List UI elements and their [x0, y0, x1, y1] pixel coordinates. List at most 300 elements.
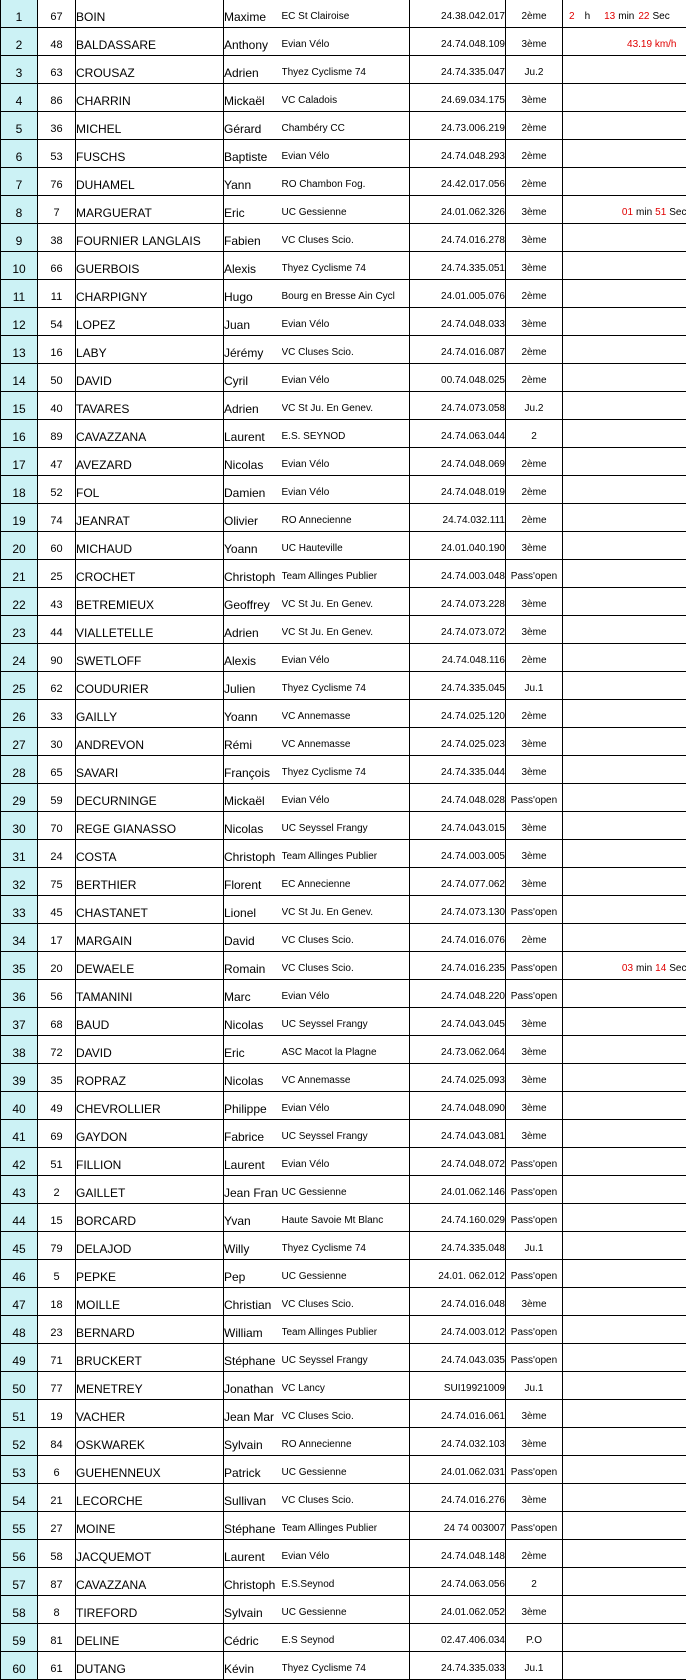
rider-firstname-cell[interactable]: Nicolas	[224, 812, 282, 840]
category-cell[interactable]: Pass'open	[506, 1456, 563, 1484]
rank-cell[interactable]: 53	[1, 1456, 38, 1484]
rider-name-cell[interactable]: PEPKE	[76, 1260, 224, 1288]
note-cell[interactable]	[563, 1148, 686, 1176]
bib-cell[interactable]: 2	[38, 1176, 76, 1204]
category-cell[interactable]: 2ème	[506, 476, 563, 504]
rider-firstname-cell[interactable]: Jonathan	[224, 1372, 282, 1400]
license-cell[interactable]: 24.74.016.276	[410, 1484, 506, 1512]
rank-cell[interactable]: 30	[1, 812, 38, 840]
license-cell[interactable]: 24.38.042.017	[410, 0, 506, 28]
note-cell[interactable]	[563, 1288, 686, 1316]
rider-firstname-cell[interactable]: Yoann	[224, 532, 282, 560]
license-cell[interactable]: 24.74.048.028	[410, 784, 506, 812]
rider-name-cell[interactable]: ROPRAZ	[76, 1064, 224, 1092]
bib-cell[interactable]: 27	[38, 1512, 76, 1540]
club-cell[interactable]: VC Annemasse	[282, 1064, 410, 1092]
license-cell[interactable]: 24.74.025.093	[410, 1064, 506, 1092]
license-cell[interactable]: 24.74.048.019	[410, 476, 506, 504]
rider-firstname-cell[interactable]: Jean Mar	[224, 1400, 282, 1428]
license-cell[interactable]: 24.74.160.029	[410, 1204, 506, 1232]
license-cell[interactable]: 24.69.034.175	[410, 84, 506, 112]
category-cell[interactable]: 2ème	[506, 140, 563, 168]
license-cell[interactable]: 24.74.016.278	[410, 224, 506, 252]
note-cell[interactable]	[563, 224, 686, 252]
category-cell[interactable]: Pass'open	[506, 1512, 563, 1540]
category-cell[interactable]: 2ème	[506, 924, 563, 952]
rider-firstname-cell[interactable]: Laurent	[224, 420, 282, 448]
note-cell[interactable]	[563, 896, 686, 924]
note-cell[interactable]	[563, 1260, 686, 1288]
rank-cell[interactable]: 5	[1, 112, 38, 140]
rider-name-cell[interactable]: GAILLY	[76, 700, 224, 728]
category-cell[interactable]: 3ème	[506, 840, 563, 868]
rider-firstname-cell[interactable]: Alexis	[224, 252, 282, 280]
license-cell[interactable]: 24.74.048.033	[410, 308, 506, 336]
rider-name-cell[interactable]: MICHEL	[76, 112, 224, 140]
category-cell[interactable]: 3ème	[506, 616, 563, 644]
bib-cell[interactable]: 75	[38, 868, 76, 896]
club-cell[interactable]: Team Allinges Publier	[282, 840, 410, 868]
license-cell[interactable]: 24.74.335.047	[410, 56, 506, 84]
note-cell[interactable]	[563, 252, 686, 280]
bib-cell[interactable]: 43	[38, 588, 76, 616]
note-cell[interactable]	[563, 28, 686, 56]
category-cell[interactable]: Ju.1	[506, 672, 563, 700]
club-cell[interactable]: UC Gessienne	[282, 1176, 410, 1204]
bib-cell[interactable]: 61	[38, 1652, 76, 1680]
club-cell[interactable]: Team Allinges Publier	[282, 1512, 410, 1540]
rider-firstname-cell[interactable]: Christoph	[224, 560, 282, 588]
rider-name-cell[interactable]: CHARPIGNY	[76, 280, 224, 308]
rider-firstname-cell[interactable]: Adrien	[224, 56, 282, 84]
rank-cell[interactable]: 34	[1, 924, 38, 952]
rider-firstname-cell[interactable]: Anthony	[224, 28, 282, 56]
rider-firstname-cell[interactable]: Cyril	[224, 364, 282, 392]
rider-firstname-cell[interactable]: Yvan	[224, 1204, 282, 1232]
rider-name-cell[interactable]: FUSCHS	[76, 140, 224, 168]
rider-firstname-cell[interactable]: Philippe	[224, 1092, 282, 1120]
note-cell[interactable]	[563, 476, 686, 504]
license-cell[interactable]: 24.74.335.033	[410, 1652, 506, 1680]
category-cell[interactable]: Pass'open	[506, 784, 563, 812]
bib-cell[interactable]: 69	[38, 1120, 76, 1148]
category-cell[interactable]: 2ème	[506, 280, 563, 308]
note-cell[interactable]	[563, 840, 686, 868]
club-cell[interactable]: Thyez Cyclisme 74	[282, 756, 410, 784]
club-cell[interactable]: Evian Vélo	[282, 980, 410, 1008]
note-cell[interactable]	[563, 672, 686, 700]
rider-firstname-cell[interactable]: Hugo	[224, 280, 282, 308]
license-cell[interactable]: 24.74.048.293	[410, 140, 506, 168]
rank-cell[interactable]: 49	[1, 1344, 38, 1372]
rider-firstname-cell[interactable]: Sylvain	[224, 1596, 282, 1624]
note-cell[interactable]	[563, 420, 686, 448]
note-cell[interactable]	[563, 1036, 686, 1064]
rider-name-cell[interactable]: SWETLOFF	[76, 644, 224, 672]
license-cell[interactable]: 24.01.062.326	[410, 196, 506, 224]
rider-name-cell[interactable]: BAUD	[76, 1008, 224, 1036]
category-cell[interactable]: 3ème	[506, 728, 563, 756]
rank-cell[interactable]: 20	[1, 532, 38, 560]
club-cell[interactable]: VC Caladois	[282, 84, 410, 112]
license-cell[interactable]: 24.74.048.220	[410, 980, 506, 1008]
rank-cell[interactable]: 38	[1, 1036, 38, 1064]
rider-name-cell[interactable]: FILLION	[76, 1148, 224, 1176]
rider-name-cell[interactable]: MARGUERAT	[76, 196, 224, 224]
rider-firstname-cell[interactable]: Alexis	[224, 644, 282, 672]
rider-firstname-cell[interactable]: Stéphane	[224, 1512, 282, 1540]
bib-cell[interactable]: 45	[38, 896, 76, 924]
club-cell[interactable]: E.S.Seynod	[282, 1568, 410, 1596]
club-cell[interactable]: Evian Vélo	[282, 476, 410, 504]
bib-cell[interactable]: 6	[38, 1456, 76, 1484]
category-cell[interactable]: 2ème	[506, 448, 563, 476]
club-cell[interactable]: UC Seyssel Frangy	[282, 1120, 410, 1148]
bib-cell[interactable]: 50	[38, 364, 76, 392]
club-cell[interactable]: EC Annecienne	[282, 868, 410, 896]
club-cell[interactable]: E.S Seynod	[282, 1624, 410, 1652]
note-cell[interactable]	[563, 1204, 686, 1232]
bib-cell[interactable]: 23	[38, 1316, 76, 1344]
rider-name-cell[interactable]: BERNARD	[76, 1316, 224, 1344]
category-cell[interactable]: Pass'open	[506, 896, 563, 924]
note-cell[interactable]	[563, 952, 686, 980]
rider-name-cell[interactable]: BERTHIER	[76, 868, 224, 896]
rank-cell[interactable]: 6	[1, 140, 38, 168]
club-cell[interactable]: VC Cluses Scio.	[282, 1484, 410, 1512]
rider-firstname-cell[interactable]: Sylvain	[224, 1428, 282, 1456]
rider-name-cell[interactable]: DAVID	[76, 364, 224, 392]
bib-cell[interactable]: 81	[38, 1624, 76, 1652]
bib-cell[interactable]: 65	[38, 756, 76, 784]
license-cell[interactable]: 24.74.032.111	[410, 504, 506, 532]
club-cell[interactable]: UC Seyssel Frangy	[282, 1008, 410, 1036]
club-cell[interactable]: Evian Vélo	[282, 364, 410, 392]
rank-cell[interactable]: 29	[1, 784, 38, 812]
category-cell[interactable]: 3ème	[506, 1428, 563, 1456]
note-cell[interactable]	[563, 280, 686, 308]
license-cell[interactable]: 24.74.073.130	[410, 896, 506, 924]
license-cell[interactable]: 24.74.003.005	[410, 840, 506, 868]
license-cell[interactable]: 24.74.043.045	[410, 1008, 506, 1036]
license-cell[interactable]: 24.74.048.148	[410, 1540, 506, 1568]
bib-cell[interactable]: 87	[38, 1568, 76, 1596]
note-cell[interactable]	[563, 1624, 686, 1652]
rider-firstname-cell[interactable]: Maxime	[224, 0, 282, 28]
bib-cell[interactable]: 33	[38, 700, 76, 728]
category-cell[interactable]: 2ème	[506, 112, 563, 140]
rider-name-cell[interactable]: TAMANINI	[76, 980, 224, 1008]
note-cell[interactable]	[563, 84, 686, 112]
bib-cell[interactable]: 84	[38, 1428, 76, 1456]
license-cell[interactable]: 24.74.048.072	[410, 1148, 506, 1176]
rider-name-cell[interactable]: GUEHENNEUX	[76, 1456, 224, 1484]
rank-cell[interactable]: 22	[1, 588, 38, 616]
bib-cell[interactable]: 67	[38, 0, 76, 28]
note-cell[interactable]	[563, 196, 686, 224]
rider-firstname-cell[interactable]: Nicolas	[224, 448, 282, 476]
bib-cell[interactable]: 76	[38, 168, 76, 196]
rank-cell[interactable]: 43	[1, 1176, 38, 1204]
bib-cell[interactable]: 16	[38, 336, 76, 364]
rider-firstname-cell[interactable]: Jean Fran	[224, 1176, 282, 1204]
note-cell[interactable]	[563, 756, 686, 784]
rider-firstname-cell[interactable]: Eric	[224, 196, 282, 224]
category-cell[interactable]: 3ème	[506, 812, 563, 840]
rank-cell[interactable]: 57	[1, 1568, 38, 1596]
category-cell[interactable]: 2ème	[506, 168, 563, 196]
bib-cell[interactable]: 77	[38, 1372, 76, 1400]
category-cell[interactable]: Ju.1	[506, 1232, 563, 1260]
bib-cell[interactable]: 20	[38, 952, 76, 980]
rider-firstname-cell[interactable]: Eric	[224, 1036, 282, 1064]
license-cell[interactable]: 24.42.017.056	[410, 168, 506, 196]
note-cell[interactable]	[563, 980, 686, 1008]
rider-firstname-cell[interactable]: Yoann	[224, 700, 282, 728]
rider-firstname-cell[interactable]: Adrien	[224, 616, 282, 644]
rider-firstname-cell[interactable]: Lionel	[224, 896, 282, 924]
license-cell[interactable]: 24.01.062.031	[410, 1456, 506, 1484]
rank-cell[interactable]: 47	[1, 1288, 38, 1316]
rank-cell[interactable]: 42	[1, 1148, 38, 1176]
club-cell[interactable]: Evian Vélo	[282, 1092, 410, 1120]
rider-firstname-cell[interactable]: Patrick	[224, 1456, 282, 1484]
rank-cell[interactable]: 54	[1, 1484, 38, 1512]
bib-cell[interactable]: 58	[38, 1540, 76, 1568]
bib-cell[interactable]: 54	[38, 308, 76, 336]
category-cell[interactable]: 3ème	[506, 1008, 563, 1036]
license-cell[interactable]: 24.74.016.235	[410, 952, 506, 980]
club-cell[interactable]: VC Cluses Scio.	[282, 336, 410, 364]
club-cell[interactable]: UC Seyssel Frangy	[282, 1344, 410, 1372]
bib-cell[interactable]: 49	[38, 1092, 76, 1120]
club-cell[interactable]: VC Cluses Scio.	[282, 1288, 410, 1316]
bib-cell[interactable]: 60	[38, 532, 76, 560]
rider-name-cell[interactable]: MICHAUD	[76, 532, 224, 560]
license-cell[interactable]: 24.74.073.228	[410, 588, 506, 616]
rider-firstname-cell[interactable]: Rémi	[224, 728, 282, 756]
club-cell[interactable]: Thyez Cyclisme 74	[282, 1652, 410, 1680]
rider-name-cell[interactable]: CAVAZZANA	[76, 420, 224, 448]
rider-name-cell[interactable]: TIREFORD	[76, 1596, 224, 1624]
rank-cell[interactable]: 33	[1, 896, 38, 924]
note-cell[interactable]	[563, 924, 686, 952]
note-cell[interactable]	[563, 532, 686, 560]
club-cell[interactable]: Thyez Cyclisme 74	[282, 1232, 410, 1260]
note-cell[interactable]	[563, 1540, 686, 1568]
category-cell[interactable]: 3ème	[506, 196, 563, 224]
rank-cell[interactable]: 12	[1, 308, 38, 336]
rank-cell[interactable]: 60	[1, 1652, 38, 1680]
bib-cell[interactable]: 89	[38, 420, 76, 448]
category-cell[interactable]: 3ème	[506, 1400, 563, 1428]
rider-firstname-cell[interactable]: Stéphane	[224, 1344, 282, 1372]
rider-name-cell[interactable]: VIALLETELLE	[76, 616, 224, 644]
rank-cell[interactable]: 40	[1, 1092, 38, 1120]
rider-name-cell[interactable]: BORCARD	[76, 1204, 224, 1232]
rider-name-cell[interactable]: DUTANG	[76, 1652, 224, 1680]
rider-firstname-cell[interactable]: Jérémy	[224, 336, 282, 364]
note-cell[interactable]	[563, 168, 686, 196]
note-cell[interactable]	[563, 1372, 686, 1400]
club-cell[interactable]: VC Annemasse	[282, 700, 410, 728]
license-cell[interactable]: 24.74.335.044	[410, 756, 506, 784]
club-cell[interactable]: Thyez Cyclisme 74	[282, 252, 410, 280]
bib-cell[interactable]: 40	[38, 392, 76, 420]
club-cell[interactable]: VC Annemasse	[282, 728, 410, 756]
note-cell[interactable]	[563, 700, 686, 728]
club-cell[interactable]: VC St Ju. En Genev.	[282, 896, 410, 924]
bib-cell[interactable]: 17	[38, 924, 76, 952]
club-cell[interactable]: UC Gessienne	[282, 1456, 410, 1484]
club-cell[interactable]: Bourg en Bresse Ain Cycl	[282, 280, 410, 308]
note-cell[interactable]	[563, 784, 686, 812]
club-cell[interactable]: UC Gessienne	[282, 1260, 410, 1288]
rider-name-cell[interactable]: DELAJOD	[76, 1232, 224, 1260]
club-cell[interactable]: RO Annecienne	[282, 504, 410, 532]
bib-cell[interactable]: 74	[38, 504, 76, 532]
rider-firstname-cell[interactable]: Juan	[224, 308, 282, 336]
note-cell[interactable]	[563, 448, 686, 476]
rank-cell[interactable]: 55	[1, 1512, 38, 1540]
bib-cell[interactable]: 5	[38, 1260, 76, 1288]
rider-firstname-cell[interactable]: Willy	[224, 1232, 282, 1260]
rider-firstname-cell[interactable]: Pep	[224, 1260, 282, 1288]
rank-cell[interactable]: 37	[1, 1008, 38, 1036]
rank-cell[interactable]: 16	[1, 420, 38, 448]
category-cell[interactable]: Pass'open	[506, 1344, 563, 1372]
license-cell[interactable]: 24.74.043.015	[410, 812, 506, 840]
club-cell[interactable]: Thyez Cyclisme 74	[282, 672, 410, 700]
rider-firstname-cell[interactable]: Laurent	[224, 1540, 282, 1568]
license-cell[interactable]: 24.01.005.076	[410, 280, 506, 308]
category-cell[interactable]: 3ème	[506, 1064, 563, 1092]
category-cell[interactable]: 2ème	[506, 364, 563, 392]
rider-name-cell[interactable]: VACHER	[76, 1400, 224, 1428]
club-cell[interactable]: VC Cluses Scio.	[282, 1400, 410, 1428]
license-cell[interactable]: 24.74.003.012	[410, 1316, 506, 1344]
club-cell[interactable]: Evian Vélo	[282, 448, 410, 476]
rider-firstname-cell[interactable]: Mickaël	[224, 784, 282, 812]
bib-cell[interactable]: 62	[38, 672, 76, 700]
category-cell[interactable]: 3ème	[506, 532, 563, 560]
rider-name-cell[interactable]: BOIN	[76, 0, 224, 28]
rider-name-cell[interactable]: MARGAIN	[76, 924, 224, 952]
club-cell[interactable]: VC Cluses Scio.	[282, 924, 410, 952]
club-cell[interactable]: VC St Ju. En Genev.	[282, 588, 410, 616]
note-cell[interactable]	[563, 1120, 686, 1148]
club-cell[interactable]: Evian Vélo	[282, 140, 410, 168]
rank-cell[interactable]: 23	[1, 616, 38, 644]
bib-cell[interactable]: 72	[38, 1036, 76, 1064]
rank-cell[interactable]: 4	[1, 84, 38, 112]
rank-cell[interactable]: 21	[1, 560, 38, 588]
category-cell[interactable]: 2ème	[506, 644, 563, 672]
license-cell[interactable]: 24.74.073.072	[410, 616, 506, 644]
category-cell[interactable]: Ju.1	[506, 1372, 563, 1400]
rider-name-cell[interactable]: DUHAMEL	[76, 168, 224, 196]
rider-name-cell[interactable]: LABY	[76, 336, 224, 364]
category-cell[interactable]: Pass'open	[506, 952, 563, 980]
note-cell[interactable]	[563, 1232, 686, 1260]
rank-cell[interactable]: 48	[1, 1316, 38, 1344]
rider-name-cell[interactable]: TAVARES	[76, 392, 224, 420]
rank-cell[interactable]: 59	[1, 1624, 38, 1652]
license-cell[interactable]: SUI19921009	[410, 1372, 506, 1400]
club-cell[interactable]: ASC Macot la Plagne	[282, 1036, 410, 1064]
category-cell[interactable]: 3ème	[506, 588, 563, 616]
rider-firstname-cell[interactable]: David	[224, 924, 282, 952]
bib-cell[interactable]: 15	[38, 1204, 76, 1232]
bib-cell[interactable]: 63	[38, 56, 76, 84]
bib-cell[interactable]: 52	[38, 476, 76, 504]
club-cell[interactable]: VC St Ju. En Genev.	[282, 616, 410, 644]
rider-firstname-cell[interactable]: Fabien	[224, 224, 282, 252]
license-cell[interactable]: 24.74.335.051	[410, 252, 506, 280]
category-cell[interactable]: 2ème	[506, 0, 563, 28]
bib-cell[interactable]: 35	[38, 1064, 76, 1092]
category-cell[interactable]: Pass'open	[506, 1176, 563, 1204]
license-cell[interactable]: 24.74.016.061	[410, 1400, 506, 1428]
club-cell[interactable]: RO Annecienne	[282, 1428, 410, 1456]
rank-cell[interactable]: 8	[1, 196, 38, 224]
bib-cell[interactable]: 48	[38, 28, 76, 56]
rider-firstname-cell[interactable]: Laurent	[224, 1148, 282, 1176]
rider-name-cell[interactable]: LOPEZ	[76, 308, 224, 336]
rider-name-cell[interactable]: CAVAZZANA	[76, 1568, 224, 1596]
category-cell[interactable]: Ju.2	[506, 392, 563, 420]
license-cell[interactable]: 24.74.025.120	[410, 700, 506, 728]
rider-firstname-cell[interactable]: Christoph	[224, 1568, 282, 1596]
note-cell[interactable]	[563, 1568, 686, 1596]
rank-cell[interactable]: 58	[1, 1596, 38, 1624]
rank-cell[interactable]: 32	[1, 868, 38, 896]
rank-cell[interactable]: 9	[1, 224, 38, 252]
bib-cell[interactable]: 44	[38, 616, 76, 644]
bib-cell[interactable]: 38	[38, 224, 76, 252]
club-cell[interactable]: Team Allinges Publier	[282, 560, 410, 588]
bib-cell[interactable]: 56	[38, 980, 76, 1008]
rank-cell[interactable]: 56	[1, 1540, 38, 1568]
license-cell[interactable]: 24.73.062.064	[410, 1036, 506, 1064]
rider-name-cell[interactable]: FOL	[76, 476, 224, 504]
license-cell[interactable]: 24.74.016.048	[410, 1288, 506, 1316]
bib-cell[interactable]: 47	[38, 448, 76, 476]
note-cell[interactable]	[563, 1400, 686, 1428]
note-cell[interactable]	[563, 504, 686, 532]
note-cell[interactable]	[563, 616, 686, 644]
category-cell[interactable]: Pass'open	[506, 1148, 563, 1176]
bib-cell[interactable]: 7	[38, 196, 76, 224]
club-cell[interactable]: UC Gessienne	[282, 196, 410, 224]
rider-name-cell[interactable]: SAVARI	[76, 756, 224, 784]
rider-name-cell[interactable]: MENETREY	[76, 1372, 224, 1400]
rider-firstname-cell[interactable]: William	[224, 1316, 282, 1344]
rider-firstname-cell[interactable]: Damien	[224, 476, 282, 504]
rank-cell[interactable]: 39	[1, 1064, 38, 1092]
category-cell[interactable]: 3ème	[506, 1120, 563, 1148]
rank-cell[interactable]: 45	[1, 1232, 38, 1260]
rider-name-cell[interactable]: MOINE	[76, 1512, 224, 1540]
club-cell[interactable]: UC Gessienne	[282, 1596, 410, 1624]
license-cell[interactable]: 24.74.048.116	[410, 644, 506, 672]
rider-firstname-cell[interactable]: Adrien	[224, 392, 282, 420]
note-cell[interactable]	[563, 560, 686, 588]
rider-firstname-cell[interactable]: Romain	[224, 952, 282, 980]
category-cell[interactable]: 3ème	[506, 868, 563, 896]
rider-name-cell[interactable]: CROCHET	[76, 560, 224, 588]
rider-name-cell[interactable]: BRUCKERT	[76, 1344, 224, 1372]
